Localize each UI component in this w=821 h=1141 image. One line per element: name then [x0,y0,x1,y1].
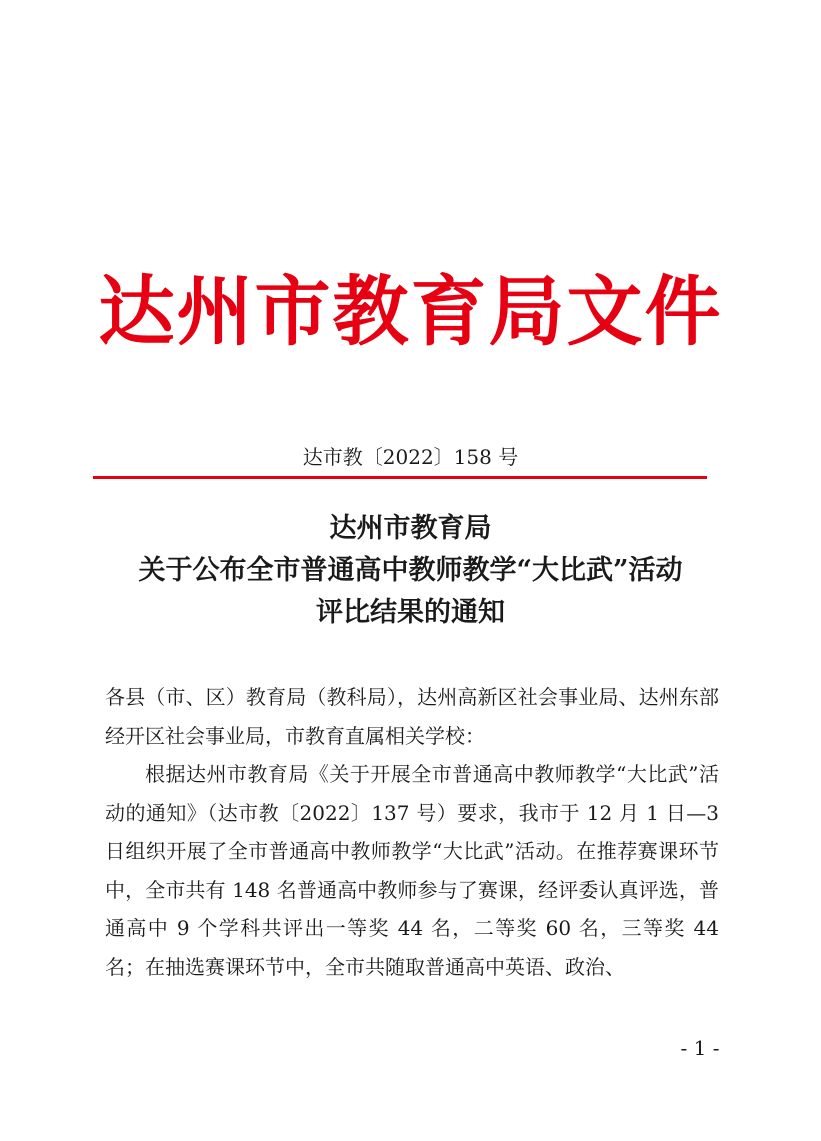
document-number: 达市教〔2022〕158 号 [302,445,519,469]
title-line-subject-end: 评比结果的通知 [316,597,505,628]
title-line-subject: 关于公布全市普通高中教师教学“大比武”活动 [138,555,683,586]
body-paragraph: 根据达州市教育局《关于开展全市普通高中教师教学“大比武”活动的通知》（达市教〔2022〕137 号）要求，我市于 12 月 1 日—3 日组织开展了全市普通高中教师教学“大比武”活动。在推荐赛课环节中，全市共有 148 名普通高中教师参与了赛课，经评委认真评选，普通高中 9 个学科共评出一等奖 44 名，二等奖 60 名，三等奖 44 名；在抽选赛课环节中，全市共随取普通高中英语、政治、 [105,762,719,979]
title-line-issuer: 达州市教育局 [329,513,492,544]
notice-title [0,508,821,634]
red-divider-line [93,476,707,479]
masthead-title: 达州市教育局文件 [98,267,723,356]
salutation-paragraph: 各县（市、区）教育局（教科局），达州高新区社会事业局、达州东部经开区社会事业局，市教育直属相关学校： [105,685,719,748]
notice-body [105,678,719,986]
page-number: - 1 - [680,1036,720,1060]
